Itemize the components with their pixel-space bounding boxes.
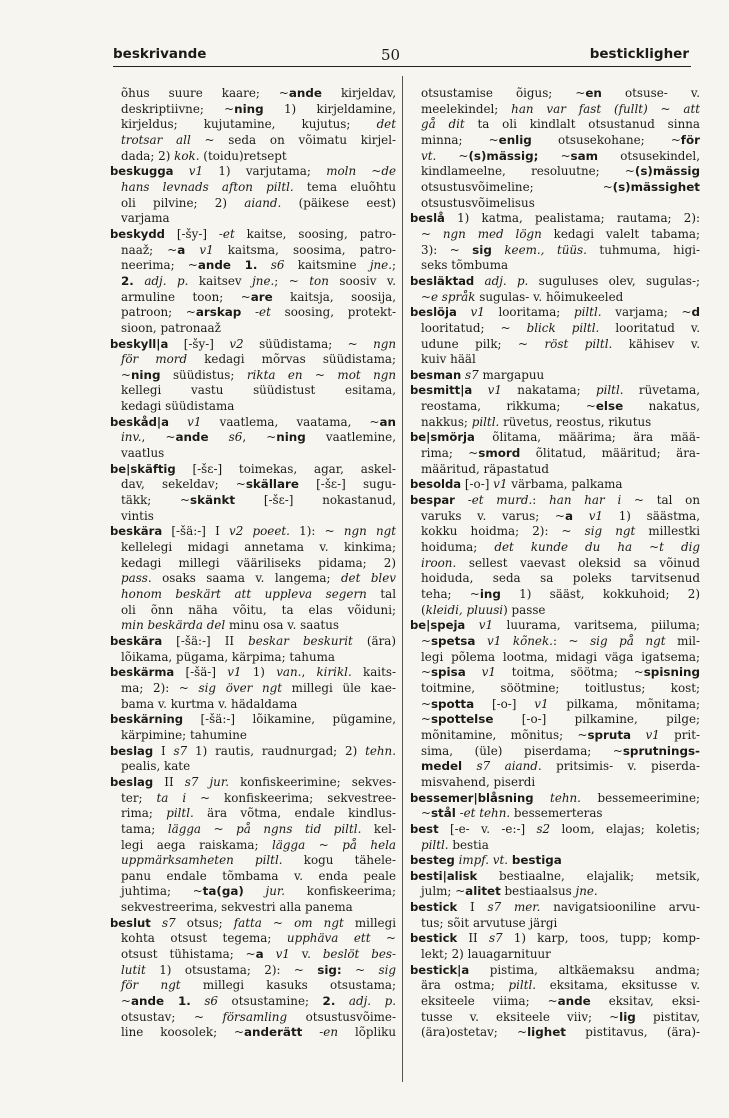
dictionary-line: beslut s7 otsus; fatta ~ om ngt millegi (110, 915, 396, 930)
column-divider (402, 76, 403, 1082)
dictionary-line: best [-e- v. -e:-] s2 loom, elajas; koletis; (410, 821, 700, 836)
dictionary-line: otsustamise õigus; ~en otsuse- v. (421, 86, 700, 100)
dictionary-line: besläktad adj. p. suguluses olev, sugulas-; (410, 273, 700, 288)
dictionary-line: för ngt millegi kasuks otsustama; (121, 978, 396, 993)
dictionary-line: beskugga v1 1) varjutama; moln ~de (110, 164, 396, 179)
dictionary-line: vintis (121, 508, 154, 523)
dictionary-line: naaž; ~a v1 kaitsma, soosima, patro- (121, 242, 396, 257)
dictionary-line: kedagi millegi vääriliseks pidama; 2) (121, 555, 396, 570)
dictionary-line: lõikama, pügama, kärpima; tahuma (121, 649, 335, 664)
dictionary-line: ~spisa v1 toitma, söötma; ~spisning (421, 665, 700, 680)
dictionary-line: kohta otsust tegema; upphäva ett ~ (121, 931, 396, 946)
dictionary-line: kindlameelne, resoluutne; ~(s)mässig (421, 164, 700, 179)
dictionary-line: tusse v. eksiteele viiv; ~lig pistitav, (421, 1009, 700, 1024)
dictionary-line: beskåd|a v1 vaatlema, vaatama, ~an (110, 414, 396, 429)
dictionary-line: otsust tühistama; ~a v1 v. beslöt bes- (121, 947, 396, 962)
dictionary-line: legi aega raiskama; lägga ~ på hela (121, 837, 396, 852)
dictionary-line: ~ande 1. s6 otsustamine; 2. adj. p. (121, 994, 396, 1009)
dictionary-line: ~spotta [-o-] v1 pilkama, mõnitama; (421, 696, 700, 711)
dictionary-line: beslag I s7 1) rautis, raudnurgad; 2) tehn. (110, 743, 396, 758)
dictionary-line: medel s7 aiand. pritsimis- v. piserda- (421, 759, 700, 774)
dictionary-line: varjama (121, 211, 170, 226)
dictionary-line: kuiv hääl (421, 352, 476, 367)
dictionary-line: varuks v. varus; ~a v1 1) säästma, (421, 508, 700, 523)
dictionary-line: besmitt|a v1 nakatama; piltl. rüvetama, (410, 383, 700, 398)
dictionary-line: ~stål -et tehn. bessemerteras (421, 806, 603, 821)
dictionary-line: udune pilk; ~ röst piltl. kähisev v. (421, 336, 700, 351)
dictionary-line: dada; 2) kok. (toidu)retsept (121, 148, 287, 163)
dictionary-line: beskära [-šä:-] I v2 poeet. 1): ~ ngn ngt (110, 524, 396, 539)
dictionary-line: meelekindel; han var fast (fullt) ~ att (421, 101, 700, 116)
dictionary-line: kedagi süüdistama (121, 399, 235, 414)
dictionary-line: legi põlema lootma, midagi väga igatsema; (421, 649, 700, 664)
dictionary-line: seks tõmbuma (421, 258, 509, 273)
dictionary-line: minna; ~enlig otsusekohane; ~för (421, 132, 700, 147)
dictionary-line: besman s7 margapuu (410, 367, 545, 382)
dictionary-line: kirjeldus; kujutamine, kujutus; det (121, 117, 396, 132)
header-rule (113, 66, 691, 67)
dictionary-line: juhtima; ~ta(ga) jur. konfiskeerima; (121, 884, 396, 899)
dictionary-line: mõnitamine, mõnitus; ~spruta v1 prit- (421, 727, 700, 742)
dictionary-line: tus; sõit arvutuse järgi (421, 915, 558, 930)
dictionary-line: armuline toon; ~are kaitsja, soosija, (121, 289, 396, 304)
dictionary-line: hoiduma; det kunde du ha ~t dig (421, 540, 700, 555)
dictionary-line: deskriptiivne; ~ning 1) kirjeldamine, (121, 101, 396, 116)
dictionary-line: besteg impf. vt. bestiga (410, 853, 562, 868)
dictionary-line: rima; ~smord õlitatud, määritud; ära- (421, 446, 700, 461)
dictionary-line: be|smörja õlitama, määrima; ära mää- (410, 430, 700, 445)
page-number: 50 (381, 46, 401, 64)
dictionary-line: ma; 2): ~ sig över ngt millegi üle kae- (121, 680, 396, 695)
dictionary-line: toitmine, söötmine; toitlustus; kost; (421, 680, 700, 695)
dictionary-line: oli õnn näha võitu, ta elas võiduni; (121, 602, 396, 617)
dictionary-line: beskära [-šä:-] II beskar beskurit (ära) (110, 633, 396, 648)
dictionary-line: för mord kedagi mõrvas süüdistama; (121, 352, 396, 367)
dictionary-line: vt. ~(s)mässig; ~sam otsusekindel, (421, 148, 700, 163)
dictionary-line: be|speja v1 luurama, varitsema, piiluma; (410, 618, 700, 633)
dictionary-line: looritatud; ~ blick piltl. looritatud v. (421, 320, 700, 335)
dictionary-line: sioon, patronaaž (121, 320, 221, 335)
dictionary-line: ~e språk sugulas- v. hõimukeeled (421, 289, 624, 304)
dictionary-line: be|skäftig [-šε-] toimekas, agar, askel- (110, 461, 396, 476)
dictionary-line: bestick|a pistima, altkäemaksu andma; (410, 962, 700, 977)
dictionary-line: lutit 1) otsustama; 2): ~ sig: ~ sig (121, 962, 396, 977)
running-head-left: beskrivande (113, 46, 207, 62)
dictionary-line: bespar -et murd.: han har i ~ tal on (410, 493, 700, 508)
dictionary-line: otsustusvõimelisus (421, 195, 535, 210)
dictionary-line: kellelegi midagi annetama v. kinkima; (121, 540, 396, 555)
dictionary-line: trotsar all ~ seda on võimatu kirjel- (121, 132, 396, 147)
dictionary-line: ära ostma; piltl. eksitama, eksitusse v. (421, 978, 700, 993)
dictionary-line: beslöja v1 looritama; piltl. varjama; ~d (410, 305, 700, 320)
dictionary-line: beslag II s7 jur. konfiskeerimine; sekves- (110, 774, 396, 789)
dictionary-line: ~spetsa v1 kõnek.: ~ sig på ngt mil- (421, 633, 700, 648)
dictionary-line: bestick I s7 mer. navigatsiooniline arvu- (410, 900, 700, 915)
dictionary-line: panu endale tõmbama v. enda peale (121, 868, 396, 883)
dictionary-line: bama v. kurtma v. hädaldama (121, 696, 298, 711)
dictionary-line: rima; piltl. ära võtma, endale kindlus- (121, 806, 396, 821)
dictionary-line: honom beskärt att uppleva segern tal (121, 587, 396, 601)
dictionary-line: ~ning süüdistus; rikta en ~ mot ngn (121, 367, 396, 382)
dictionary-line: otsustav; ~ församling otsustusvõime- (121, 1009, 396, 1024)
dictionary-line: pealis, kate (121, 759, 191, 774)
dictionary-line: 2. adj. p. kaitsev jne.; ~ ton soosiv v. (121, 273, 396, 288)
dictionary-line: dav, sekeldav; ~skällare [-šε-] sugu- (121, 477, 396, 492)
dictionary-line: nakkus; piltl. rüvetus, reostus, rikutus (421, 414, 652, 429)
dictionary-line: uppmärksamheten piltl. kogu tähele- (121, 853, 396, 868)
dictionary-line: otsustusvõimeline; ~(s)mässighet (421, 179, 700, 194)
dictionary-line: beskyll|a [-šy-] v2 süüdistama; ~ ngn (110, 336, 396, 351)
dictionary-line: õhus suure kaare; ~ande kirjeldav, (121, 86, 396, 100)
dictionary-line: ~ ngn med lögn kedagi valelt tabama; (421, 226, 700, 241)
dictionary-line: beslå 1) katma, pealistama; rautama; 2): (410, 211, 700, 226)
dictionary-line: besolda [-o-] v1 värbama, palkama (410, 477, 623, 492)
dictionary-line: patroon; ~arskap -et soosing, protekt- (121, 305, 396, 320)
dictionary-line: ter; ta i ~ konfiskeerima; sekvestree- (121, 790, 396, 805)
dictionary-line: beskydd [-šy-] -et kaitse, soosing, patro- (110, 226, 396, 241)
dictionary-line: täkk; ~skänkt [-šε-] nokastanud, (121, 493, 396, 508)
dictionary-line: kärpimine; tahumine (121, 727, 247, 742)
dictionary-line: besti|alisk bestiaalne, elajalik; metsik, (410, 868, 700, 883)
dictionary-line: min beskärda del minu osa v. saatus (121, 618, 339, 633)
dictionary-line: neerima; ~ande 1. s6 kaitsmine jne.; (121, 258, 396, 273)
dictionary-line: vaatlus (121, 446, 165, 461)
dictionary-line: tama; lägga ~ på ngns tid piltl. kel- (121, 821, 396, 836)
dictionary-line: teha; ~ing 1) sääst, kokkuhoid; 2) (421, 587, 700, 601)
dictionary-line: hoiduda, seda sa poleks tarvitsenud (421, 571, 700, 586)
dictionary-line: beskärning [-šä:-] lõikamine, pügamine, (110, 712, 396, 727)
dictionary-line: (ära)ostetav; ~lighet pistitavus, (ära)- (421, 1025, 700, 1040)
dictionary-line: piltl. bestia (421, 837, 489, 852)
right-column (410, 86, 700, 1041)
running-head-right: bestickligher (589, 46, 689, 62)
dictionary-line: sima, (üle) piserdama; ~sprutnings- (421, 743, 700, 758)
dictionary-line: gå dit ta oli kindlalt otsustanud sinna (421, 117, 700, 132)
left-column (110, 86, 396, 1041)
dictionary-line: 3): ~ sig keem., tüüs. tuhmuma, higi- (421, 242, 700, 257)
dictionary-line: oli pilvine; 2) aiand. (päikese eest) (121, 195, 396, 210)
dictionary-line: hans levnads afton piltl. tema eluõhtu (121, 179, 396, 194)
dictionary-line: sekvestreerima, sekvestri alla panema (121, 900, 353, 915)
dictionary-line: kokku hoidma; 2): ~ sig ngt millestki (421, 524, 700, 539)
dictionary-line: reostama, rikkuma; ~else nakatus, (421, 399, 700, 414)
dictionary-line: bestick II s7 1) karp, toos, tupp; komp- (410, 931, 700, 946)
dictionary-line: line koosolek; ~anderätt -en lõpliku (121, 1025, 396, 1040)
dictionary-line: misvahend, piserdi (421, 774, 536, 789)
dictionary-line: iroon. sellest vaevast oleksid sa võinud (421, 555, 700, 570)
dictionary-line: beskärma [-šä-] v1 1) van., kirikl. kaits- (110, 665, 396, 680)
dictionary-line: määritud, räpastatud (421, 461, 550, 476)
dictionary-line: lekt; 2) lauagarnituur (421, 947, 551, 962)
dictionary-line: pass. osaks saama v. langema; det blev (121, 571, 396, 586)
dictionary-line: julm; ~alitet bestiaalsus jne. (421, 884, 598, 899)
dictionary-line: (kleidi, pluusi) passe (421, 602, 546, 617)
dictionary-line: ~spottelse [-o-] pilkamine, pilge; (421, 712, 700, 727)
dictionary-line: bessemer|blåsning tehn. bessemeerimine; (410, 790, 700, 805)
dictionary-line: inv., ~ande s6, ~ning vaatlemine, (121, 430, 396, 445)
dictionary-line: kellegi vastu süüdistust esitama, (121, 383, 396, 398)
dictionary-line: eksiteele viima; ~ande eksitav, eksi- (421, 994, 700, 1009)
